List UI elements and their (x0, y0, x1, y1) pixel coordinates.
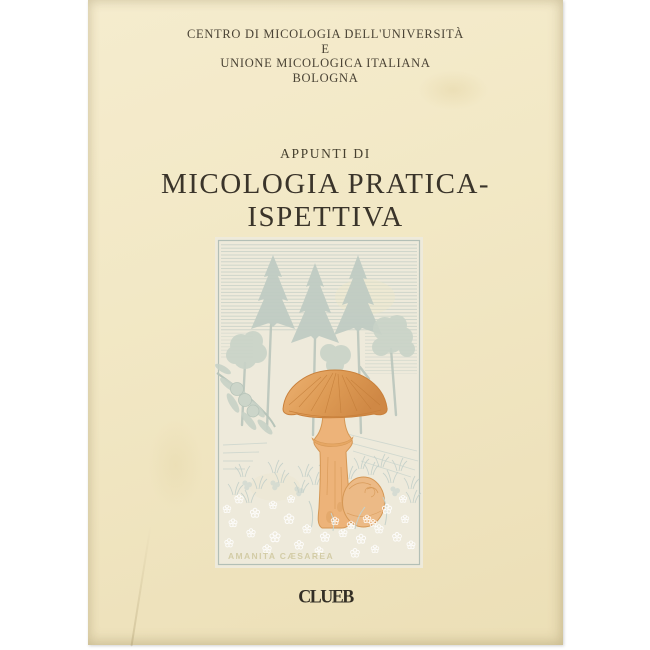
cover-stain (418, 70, 488, 110)
institution-line-3: UNIONE MICOLOGICA ITALIANA (220, 56, 431, 70)
mushroom-woodcut-illustration (215, 237, 423, 568)
book-cover (88, 0, 563, 645)
book-title: MICOLOGIA PRATICA-ISPETTIVA (160, 168, 491, 233)
publisher-header (88, 27, 563, 85)
publisher-logo: CLUEB (298, 585, 353, 607)
series-label: APPUNTI DI (280, 146, 371, 161)
institution-line-2: E (321, 41, 330, 56)
institution-line-4: BOLOGNA (292, 70, 359, 85)
illustration-caption: AMANITA CÆSAREA (228, 551, 334, 561)
institution-line-1: CENTRO DI MICOLOGIA DELL'UNIVERSITÀ (186, 27, 465, 41)
cover-stain (148, 420, 203, 510)
